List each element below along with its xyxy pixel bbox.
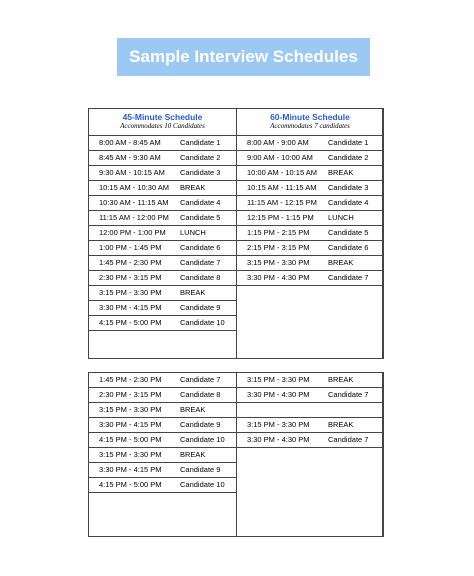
table-row: [237, 196, 383, 211]
schedule-title-45: 45-Minute Schedule: [122, 112, 203, 122]
table-row: [89, 478, 236, 493]
schedule-60-minute: [237, 109, 383, 286]
table-row: [89, 388, 236, 403]
rows-60: [237, 136, 383, 286]
time-slot: 1:45 PM - 2:30 PM: [99, 258, 162, 267]
time-slot: 10:00 AM - 10:15 AM: [247, 168, 318, 177]
time-slot: 3:15 PM - 3:30 PM: [247, 420, 310, 429]
time-slot: 2:15 PM - 3:15 PM: [247, 243, 310, 252]
time-slot: 2:30 PM - 3:15 PM: [99, 273, 162, 282]
time-slot: 4:15 PM - 5:00 PM: [99, 318, 162, 327]
schedule-subtitle-45: Accommodates 10 Candidates: [120, 122, 205, 130]
rows-45: [89, 136, 236, 331]
time-slot: 10:15 AM - 11:15 AM: [247, 183, 317, 192]
slot-entry: BREAK: [328, 375, 354, 384]
time-slot: 8:00 AM - 9:00 AM: [247, 138, 309, 147]
table-row: [89, 403, 236, 418]
time-slot: 9:00 AM - 10:00 AM: [247, 153, 313, 162]
slot-entry: Candidate 9: [180, 465, 221, 474]
slot-entry: Candidate 10: [180, 480, 225, 489]
table-row: [89, 151, 236, 166]
time-slot: 3:30 PM - 4:15 PM: [99, 420, 162, 429]
table-row: [89, 373, 236, 388]
time-slot: 3:30 PM - 4:30 PM: [247, 435, 310, 444]
slot-entry: Candidate 2: [180, 153, 221, 162]
slot-entry: BREAK: [328, 168, 354, 177]
schedule-header-45: [89, 109, 236, 136]
continued-45-minute: [89, 373, 236, 493]
continued-60-minute: [237, 373, 383, 448]
time-slot: 12:15 PM - 1:15 PM: [247, 213, 314, 222]
table-row: [89, 271, 236, 286]
table-row: [89, 211, 236, 226]
slot-entry: LUNCH: [180, 228, 206, 237]
slot-entry: BREAK: [180, 405, 206, 414]
table-row: [89, 463, 236, 478]
table-row: [237, 166, 383, 181]
time-slot: 8:00 AM - 8:45 AM: [99, 138, 161, 147]
slot-entry: Candidate 10: [180, 318, 225, 327]
time-slot: 3:15 PM - 3:30 PM: [247, 375, 310, 384]
schedule-table-continued: [88, 372, 384, 537]
time-slot: 3:30 PM - 4:30 PM: [247, 273, 310, 282]
table-row: [237, 211, 383, 226]
slot-entry: Candidate 7: [328, 390, 369, 399]
table-row: [89, 166, 236, 181]
slot-entry: Candidate 5: [328, 228, 369, 237]
table-row: [89, 181, 236, 196]
table-row: [89, 316, 236, 331]
slot-entry: Candidate 7: [180, 258, 221, 267]
slot-entry: Candidate 7: [328, 273, 369, 282]
schedule-title-60: 60-Minute Schedule: [270, 112, 350, 122]
title-banner: [117, 38, 370, 76]
time-slot: 11:15 AM - 12:15 PM: [247, 198, 317, 207]
schedule-header-60: [237, 109, 383, 136]
table-row: [89, 433, 236, 448]
slot-entry: Candidate 10: [180, 435, 225, 444]
time-slot: 1:45 PM - 2:30 PM: [99, 375, 162, 384]
slot-entry: Candidate 7: [328, 435, 369, 444]
table-row: [237, 256, 383, 271]
slot-entry: Candidate 5: [180, 213, 221, 222]
table-row: [237, 403, 383, 418]
schedule-table-main: [88, 108, 384, 359]
slot-entry: Candidate 4: [180, 198, 221, 207]
table-row: [89, 226, 236, 241]
slot-entry: Candidate 3: [180, 168, 221, 177]
table-row: [237, 241, 383, 256]
time-slot: 3:15 PM - 3:30 PM: [99, 405, 162, 414]
time-slot: 3:30 PM - 4:30 PM: [247, 390, 310, 399]
table-row: [89, 301, 236, 316]
slot-entry: BREAK: [328, 258, 354, 267]
table-row: [237, 388, 383, 403]
slot-entry: BREAK: [180, 183, 206, 192]
time-slot: 3:30 PM - 4:15 PM: [99, 303, 162, 312]
slot-entry: Candidate 2: [328, 153, 369, 162]
table-row: [237, 226, 383, 241]
time-slot: 10:15 AM - 10:30 AM: [99, 183, 170, 192]
table-row: [89, 418, 236, 433]
time-slot: 3:30 PM - 4:15 PM: [99, 465, 162, 474]
time-slot: 4:15 PM - 5:00 PM: [99, 435, 162, 444]
time-slot: 3:15 PM - 3:30 PM: [99, 288, 162, 297]
time-slot: 9:30 AM - 10:15 AM: [99, 168, 165, 177]
time-slot: 11:15 AM - 12:00 PM: [99, 213, 169, 222]
slot-entry: Candidate 9: [180, 420, 221, 429]
table-row: [89, 241, 236, 256]
slot-entry: Candidate 8: [180, 390, 221, 399]
time-slot: 12:00 PM - 1:00 PM: [99, 228, 166, 237]
time-slot: 1:00 PM - 1:45 PM: [99, 243, 162, 252]
table-row: [237, 418, 383, 433]
slot-entry: LUNCH: [328, 213, 354, 222]
table-row: [89, 196, 236, 211]
slot-entry: BREAK: [328, 420, 354, 429]
slot-entry: Candidate 9: [180, 303, 221, 312]
schedule-45-minute: [89, 109, 236, 331]
slot-entry: Candidate 1: [180, 138, 221, 147]
table-row: [237, 181, 383, 196]
table-row: [89, 448, 236, 463]
table-row: [237, 136, 383, 151]
table-row: [89, 256, 236, 271]
table-row: [237, 373, 383, 388]
time-slot: 2:30 PM - 3:15 PM: [99, 390, 162, 399]
slot-entry: Candidate 8: [180, 273, 221, 282]
time-slot: 4:15 PM - 5:00 PM: [99, 480, 162, 489]
slot-entry: BREAK: [180, 450, 206, 459]
page-title: Sample Interview Schedules: [129, 47, 358, 66]
schedule-subtitle-60: Accommodates 7 candidates: [270, 122, 350, 130]
time-slot: 3:15 PM - 3:30 PM: [99, 450, 162, 459]
time-slot: 8:45 AM - 9:30 AM: [99, 153, 161, 162]
slot-entry: Candidate 3: [328, 183, 369, 192]
table-row: [237, 271, 383, 286]
slot-entry: Candidate 6: [328, 243, 369, 252]
table-row: [237, 151, 383, 166]
table-row: [89, 286, 236, 301]
slot-entry: Candidate 4: [328, 198, 369, 207]
rows-45-continued: [89, 373, 236, 493]
slot-entry: Candidate 1: [328, 138, 369, 147]
table-row: [89, 136, 236, 151]
time-slot: 10:30 AM - 11:15 AM: [99, 198, 169, 207]
time-slot: 3:15 PM - 3:30 PM: [247, 258, 310, 267]
slot-entry: BREAK: [180, 288, 206, 297]
slot-entry: Candidate 6: [180, 243, 221, 252]
slot-entry: Candidate 7: [180, 375, 221, 384]
rows-60-continued: [237, 373, 383, 448]
time-slot: 1:15 PM - 2:15 PM: [247, 228, 310, 237]
table-row: [237, 433, 383, 448]
